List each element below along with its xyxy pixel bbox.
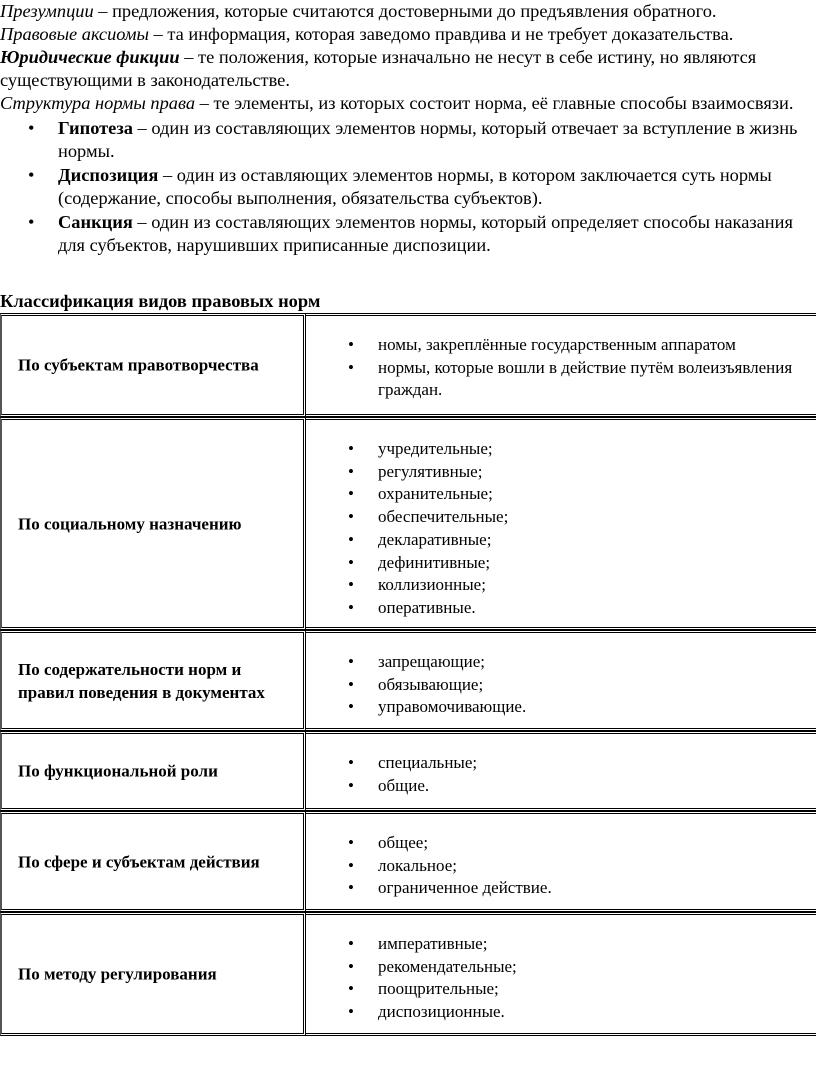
section-heading: Классификация видов правовых норм xyxy=(0,291,321,311)
list-item: • охранительные; xyxy=(378,483,810,506)
items-list xyxy=(306,651,810,719)
table-row xyxy=(0,811,816,912)
list-item: • общее; xyxy=(378,832,810,855)
list-item: • запрещающие; xyxy=(378,651,810,674)
category-label: По социальному назначению xyxy=(18,514,242,533)
category-cell xyxy=(0,630,306,731)
list-item: • императивные; xyxy=(378,933,810,956)
list-item: • управомочивающие. xyxy=(378,696,810,719)
items-list xyxy=(306,752,810,797)
list-item: • нормы, которые вошли в действие путём волеизъявления граждан. xyxy=(378,357,810,402)
definition: – та информация, которая заведомо правдива и не требует доказательства. xyxy=(148,24,734,44)
category-cell xyxy=(0,417,306,630)
items-list xyxy=(306,832,810,900)
paragraph-structure xyxy=(0,92,812,115)
list-item: • дефинитивные; xyxy=(378,552,810,575)
list-item xyxy=(58,211,812,257)
items-cell xyxy=(306,630,816,731)
term: Санкция xyxy=(58,212,133,232)
list-item: • обязывающие; xyxy=(378,674,810,697)
category-label: По содержательности норм и правил поведения в документах xyxy=(18,659,265,702)
definition: – те положения, которые изначально не несут в себе истину, но являются существующими в законодательстве. xyxy=(0,47,757,90)
items-list xyxy=(306,334,810,402)
table-row xyxy=(0,417,816,630)
term: Диспозиция xyxy=(58,165,159,185)
list-item: • номы, закреплённые государственным аппаратом xyxy=(378,334,810,357)
definition: – один из составляющих элементов нормы, который отвечает за вступление в жизнь нормы. xyxy=(58,118,798,161)
list-item: • рекомендательные; xyxy=(378,956,810,979)
definition: – один из оставляющих элементов нормы, в котором заключается суть нормы (содержание, способы выполнения, обязательства субъектов). xyxy=(58,165,772,208)
term: Правовые аксиомы xyxy=(0,24,149,44)
definition: – предложения, которые считаются достоверными до предъявления обратного. xyxy=(93,1,717,21)
category-cell xyxy=(0,912,306,1036)
list-item: • регулятивные; xyxy=(378,461,810,484)
table-row xyxy=(0,630,816,731)
paragraph-axioms xyxy=(0,23,812,92)
items-cell xyxy=(306,417,816,630)
list-item xyxy=(58,164,812,210)
list-item: • учредительные; xyxy=(378,438,810,461)
category-label: По методу регулирования xyxy=(18,964,217,984)
category-label: По субъектам правотворчества xyxy=(18,355,259,375)
term: Презумпции xyxy=(0,1,94,21)
paragraph-presumptions xyxy=(0,0,812,23)
list-item: • оперативные. xyxy=(378,597,810,620)
list-item: • обеспечительные; xyxy=(378,506,810,529)
term: Структура нормы права xyxy=(0,93,196,113)
category-cell xyxy=(0,313,306,417)
list-item: • поощрительные; xyxy=(378,978,810,1001)
definition: – один из составляющих элементов нормы, который определяет способы наказания для субъектов, нарушивших приписанные диспозиции. xyxy=(58,212,793,255)
items-list xyxy=(306,438,810,620)
term: Гипотеза xyxy=(58,118,133,138)
items-cell xyxy=(306,313,816,417)
list-item: • декларативные; xyxy=(378,529,810,552)
table-row xyxy=(0,313,816,417)
category-cell xyxy=(0,731,306,811)
items-cell xyxy=(306,731,816,811)
category-cell xyxy=(0,811,306,912)
table-row xyxy=(0,912,816,1036)
list-item: • диспозиционные. xyxy=(378,1001,810,1024)
list-item: • специальные; xyxy=(378,752,810,775)
term: Юридические фикции xyxy=(0,47,180,67)
list-item: • ограниченное действие. xyxy=(378,877,810,900)
items-list xyxy=(306,933,810,1024)
definition: – те элементы, из которых состоит норма, её главные способы взаимосвязи. xyxy=(195,93,794,113)
category-label: По функциональной роли xyxy=(18,761,218,781)
items-cell xyxy=(306,912,816,1036)
structure-list xyxy=(0,117,812,257)
table-row xyxy=(0,731,816,811)
list-item: • коллизионные; xyxy=(378,574,810,597)
category-label: По сфере и субъектам действия xyxy=(18,852,260,871)
intro-text xyxy=(0,0,812,258)
list-item: • общие. xyxy=(378,775,810,798)
list-item xyxy=(58,117,812,163)
list-item: • локальное; xyxy=(378,855,810,878)
items-cell xyxy=(306,811,816,912)
